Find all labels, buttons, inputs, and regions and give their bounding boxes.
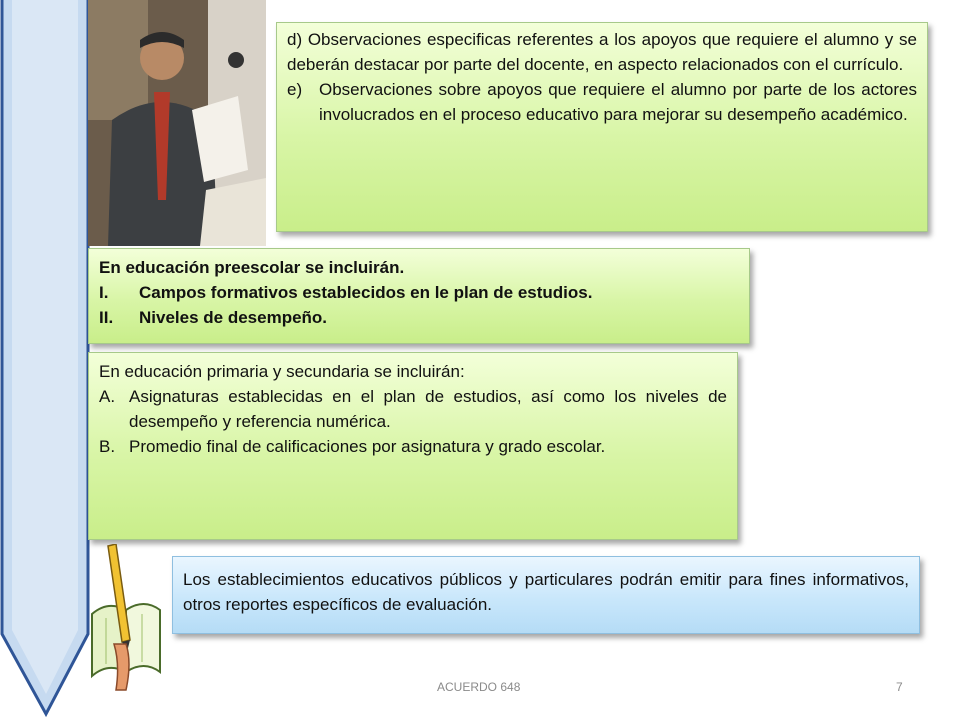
item-e-marker: e) — [287, 80, 303, 99]
item-e-text: Observaciones sobre apoyos que requiere el alumno por parte de los actores involucrados en el proceso educativo para mejorar su desempeño académico. — [319, 80, 917, 124]
list-item-marker: II. — [99, 308, 114, 327]
list-item — [99, 305, 739, 330]
primaria-secundaria-box — [88, 352, 738, 540]
list-item-text: Asignaturas establecidas en el plan de estudios, así como los niveles de desempeño y referencia numérica. — [129, 387, 727, 431]
list-item — [99, 384, 727, 434]
list-item-text: Niveles de desempeño. — [139, 308, 328, 327]
down-arrow-shape — [0, 0, 92, 720]
primaria-heading: En educación primaria y secundaria se incluirán: — [99, 362, 465, 381]
page-number: 7 — [896, 680, 903, 694]
list-item — [99, 280, 739, 305]
preescolar-heading: En educación preescolar se incluirán. — [99, 258, 405, 277]
observaciones-box — [276, 22, 928, 232]
list-item-text: Campos formativos establecidos en le plan de estudios. — [139, 283, 593, 302]
preescolar-box — [88, 248, 750, 344]
list-item-marker: A. — [99, 387, 116, 406]
open-book-with-pencil-icon — [86, 544, 168, 694]
man-reading-papers-photo — [88, 0, 266, 246]
list-item — [99, 434, 727, 459]
footer-label: ACUERDO 648 — [437, 680, 521, 694]
footer — [0, 680, 960, 694]
reportes-box — [172, 556, 920, 634]
reportes-text: Los establecimientos educativos públicos y particulares podrán emitir para fines informativos, otros reportes específicos de evaluación. — [183, 570, 909, 614]
list-item-text: Promedio final de calificaciones por asignatura y grado escolar. — [129, 437, 606, 456]
list-item-marker: I. — [99, 283, 109, 302]
item-e — [287, 77, 917, 127]
item-d-text: d) Observaciones especificas referentes a los apoyos que requiere el alumno y se deberán destacar por parte del docente, en aspecto relacionados con el currículo. — [287, 30, 917, 74]
list-item-marker: B. — [99, 437, 116, 456]
